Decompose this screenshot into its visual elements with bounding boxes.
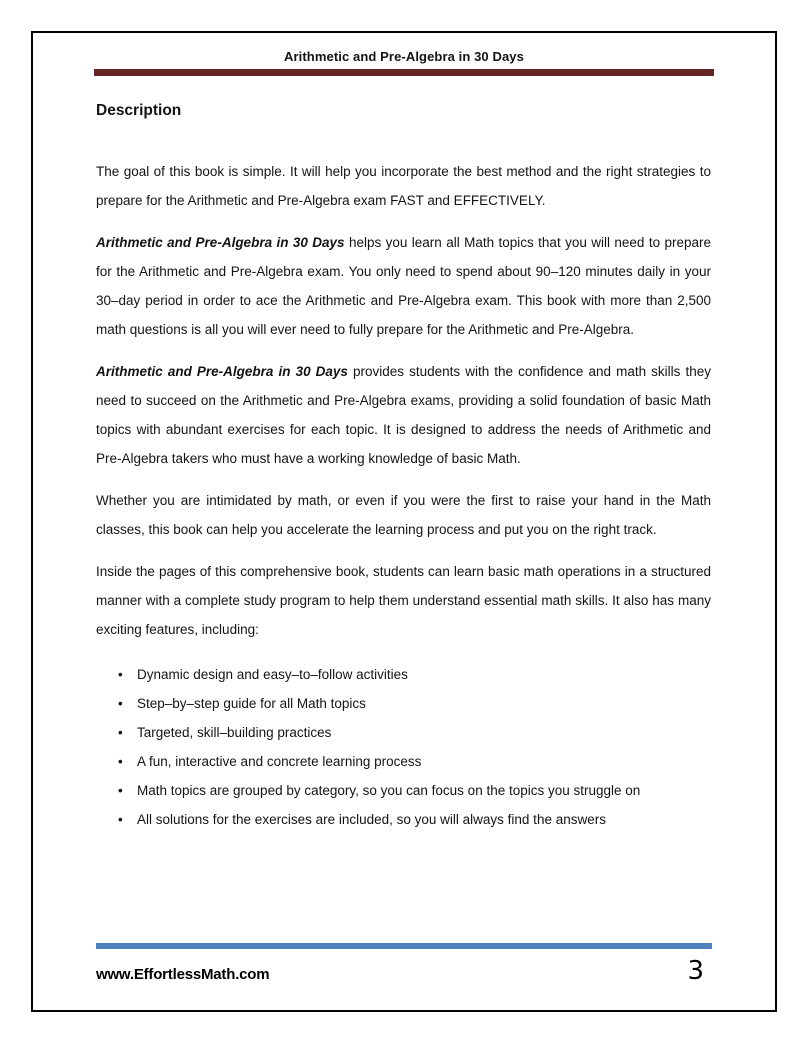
page-footer xyxy=(96,956,712,986)
paragraph: Arithmetic and Pre-Algebra in 30 Days helps you learn all Math topics that you will need to prepare for the Arithmetic and Pre-Algebra exam. You only need to spend about 90–120 minutes daily in your 30–day period in order to ace the Arithmetic and Pre-Algebra exam. This book with more than 2,500 math questions is all you will ever need to fully prepare for the Arithmetic and Pre-Algebra. xyxy=(96,235,711,337)
page-header-title: Arithmetic and Pre-Algebra in 30 Days xyxy=(284,49,524,64)
footer-rule xyxy=(96,943,712,949)
list-item: • A fun, interactive and concrete learning process xyxy=(96,747,711,776)
features-list xyxy=(96,660,711,834)
list-item: • Dynamic design and easy–to–follow activities xyxy=(96,660,711,689)
list-item: • Targeted, skill–building practices xyxy=(96,718,711,747)
page-content xyxy=(96,101,711,834)
list-item: • Math topics are grouped by category, so you can focus on the topics you struggle on xyxy=(96,776,711,805)
list-item: • All solutions for the exercises are included, so you will always find the answers xyxy=(96,805,711,834)
header-rule xyxy=(94,69,714,76)
book-title-emphasis: Arithmetic and Pre-Algebra in 30 Days xyxy=(96,364,348,379)
list-item: • Step–by–step guide for all Math topics xyxy=(96,689,711,718)
book-title-emphasis: Arithmetic and Pre-Algebra in 30 Days xyxy=(96,235,345,250)
paragraph: Whether you are intimidated by math, or even if you were the first to raise your hand in the Math classes, this book can help you accelerate the learning process and put you on the right track. xyxy=(96,493,711,537)
paragraph: Arithmetic and Pre-Algebra in 30 Days provides students with the confidence and math skills they need to succeed on the Arithmetic and Pre-Algebra exams, providing a solid foundation of basic Math topics with abundant exercises for each topic. It is designed to address the needs of Arithmetic and Pre-Algebra takers who must have a working knowledge of basic Math. xyxy=(96,364,712,466)
paragraph: Inside the pages of this comprehensive book, students can learn basic math operations in a structured manner with a complete study program to help them understand essential math skills. It also has many exciting features, including: xyxy=(96,564,711,637)
document-page xyxy=(31,31,777,1012)
website-link[interactable]: www.EffortlessMath.com xyxy=(96,966,270,983)
page-number: 3 xyxy=(687,956,704,986)
section-title: Description xyxy=(96,102,182,119)
paragraphs-container xyxy=(96,157,711,644)
paragraph: The goal of this book is simple. It will help you incorporate the best method and the right strategies to prepare for the Arithmetic and Pre-Algebra exam FAST and EFFECTIVELY. xyxy=(96,164,711,208)
